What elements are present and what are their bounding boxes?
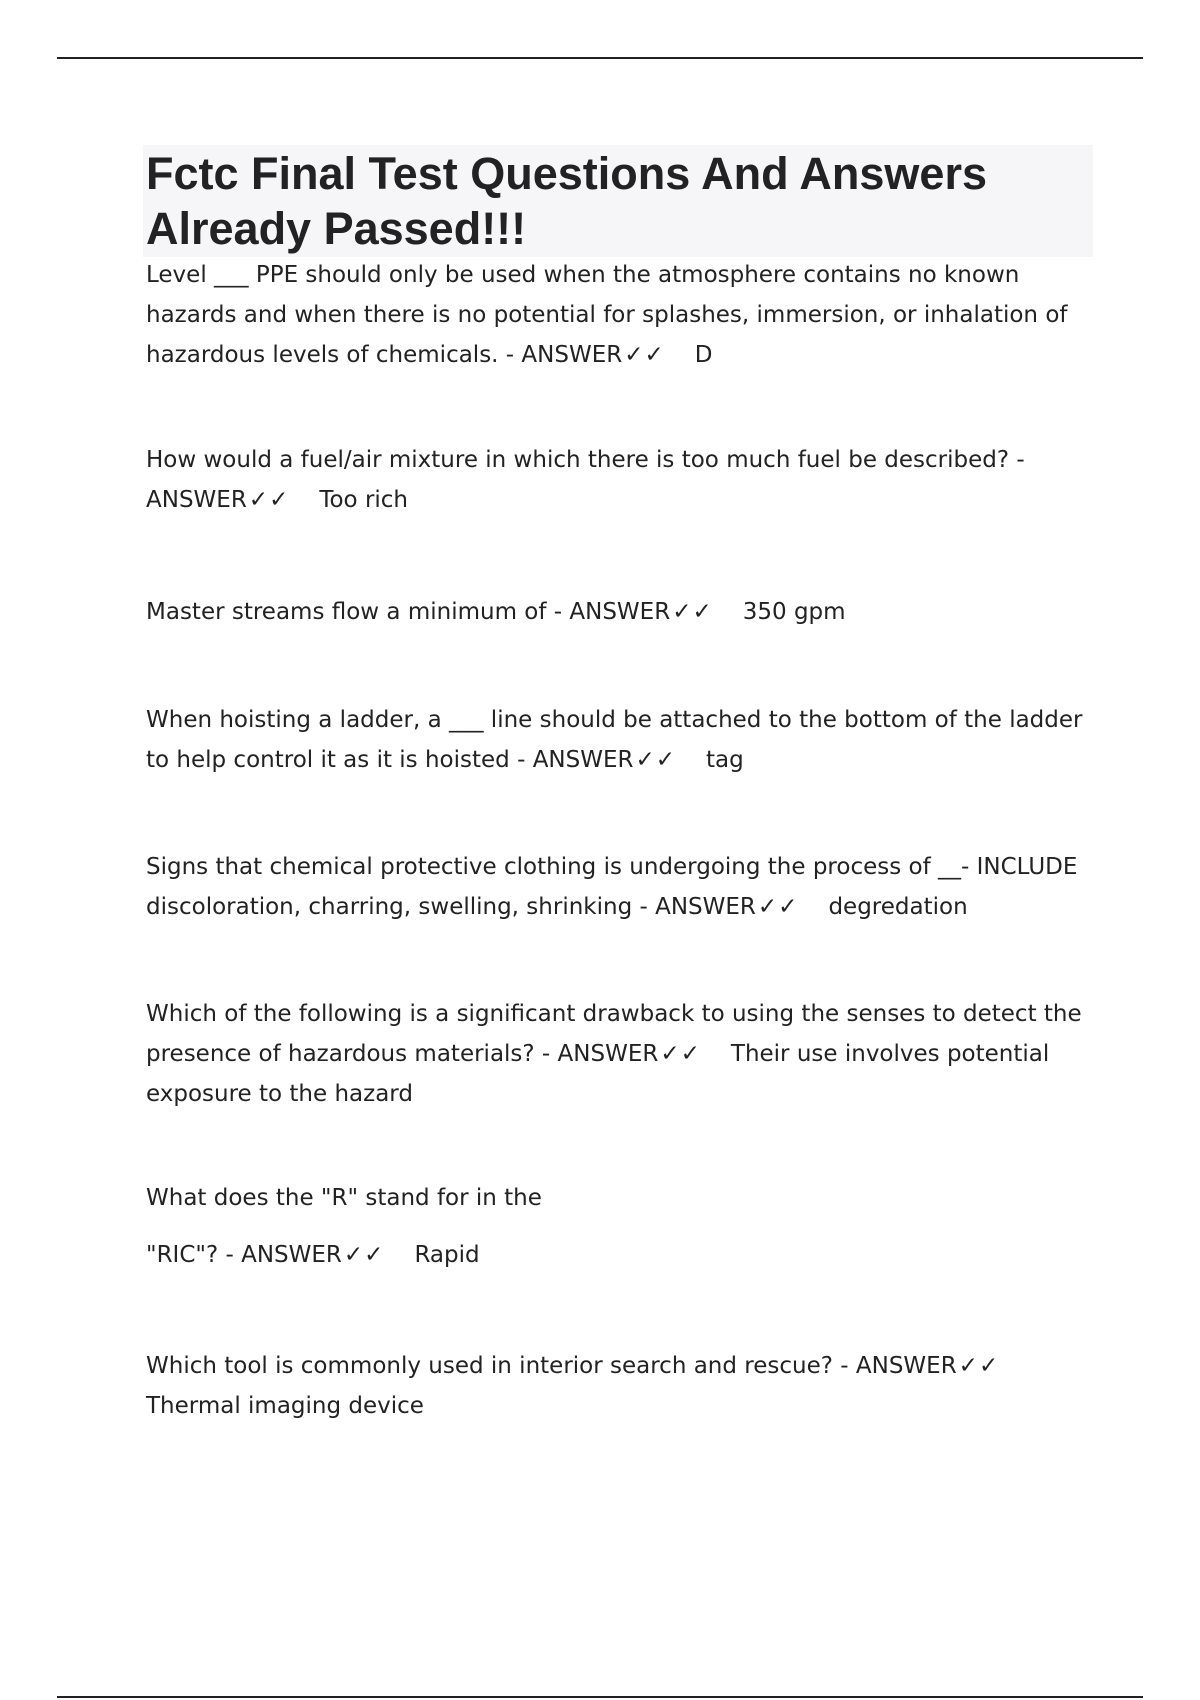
question-last-line	[146, 887, 1096, 927]
question-line: presence of hazardous materials? - ANSWER	[146, 1041, 659, 1067]
question-line: Which of the following is a significant drawback to using the senses to detect the	[146, 1001, 1082, 1027]
question-last-line	[146, 740, 1096, 780]
answer-text: Their use involves potential	[730, 1041, 1050, 1067]
double-check-icon: ✓✓	[757, 894, 799, 920]
double-check-icon: ✓✓	[958, 1353, 1000, 1379]
answer-continuation: exposure to the hazard	[146, 1081, 413, 1107]
qa-item-5	[146, 847, 1096, 927]
question-last-line	[146, 1235, 1096, 1275]
question-line: Level ___ PPE should only be used when the atmosphere contains no known	[146, 262, 1020, 288]
question-line: When hoisting a ladder, a ___ line should be attached to the bottom of the ladder	[146, 707, 1083, 733]
qa-item-2	[146, 440, 1096, 520]
question-last-line	[146, 1034, 1096, 1074]
question-last-line	[146, 480, 1096, 520]
qa-item-7	[146, 1178, 1096, 1218]
question-line: Which tool is commonly used in interior search and rescue? - ANSWER	[146, 1353, 957, 1379]
question-last-line	[146, 592, 1096, 632]
double-check-icon: ✓✓	[248, 487, 290, 513]
double-check-icon: ✓✓	[672, 599, 713, 625]
header-rule	[57, 57, 1143, 59]
question-line: Signs that chemical protective clothing is undergoing the process of __- INCLUDE	[146, 854, 1078, 880]
title-line-2: Already Passed!!!	[146, 203, 527, 254]
document-title	[146, 146, 1086, 256]
answer-text: Rapid	[414, 1242, 480, 1268]
answer-text: 350 gpm	[742, 599, 846, 625]
question-line: to help control it as it is hoisted - ANSWER	[146, 747, 634, 773]
question-line: How would a fuel/air mixture in which there is too much fuel be described? -	[146, 447, 1025, 473]
question-line: discoloration, charring, swelling, shrinking - ANSWER	[146, 894, 756, 920]
double-check-icon: ✓✓	[624, 342, 665, 368]
question-line: ANSWER	[146, 487, 247, 513]
question-line: hazardous levels of chemicals. - ANSWER	[146, 342, 623, 368]
question-last-line	[146, 1346, 1096, 1386]
answer-text: Too rich	[319, 487, 409, 513]
footer-rule	[57, 1696, 1143, 1698]
question-line: Master streams flow a minimum of - ANSWER	[146, 599, 671, 625]
title-line-1: Fctc Final Test Questions And Answers	[146, 148, 987, 199]
question-line: "RIC"? - ANSWER	[146, 1242, 342, 1268]
qa-item-1	[146, 255, 1096, 375]
question-last-line	[146, 335, 1096, 375]
qa-item-4	[146, 700, 1096, 780]
question-line: What does the "R" stand for in the	[146, 1185, 542, 1211]
qa-item-8	[146, 1346, 1096, 1426]
answer-text: tag	[706, 747, 744, 773]
qa-item-7-cont	[146, 1235, 1096, 1275]
double-check-icon: ✓✓	[343, 1242, 385, 1268]
qa-item-6	[146, 994, 1096, 1114]
question-line: hazards and when there is no potential for splashes, immersion, or inhalation of	[146, 302, 1068, 328]
double-check-icon: ✓✓	[660, 1041, 701, 1067]
qa-item-3	[146, 592, 1096, 632]
double-check-icon: ✓✓	[635, 747, 677, 773]
answer-text: Thermal imaging device	[146, 1393, 424, 1419]
answer-text: D	[694, 342, 713, 368]
answer-text: degredation	[828, 894, 968, 920]
